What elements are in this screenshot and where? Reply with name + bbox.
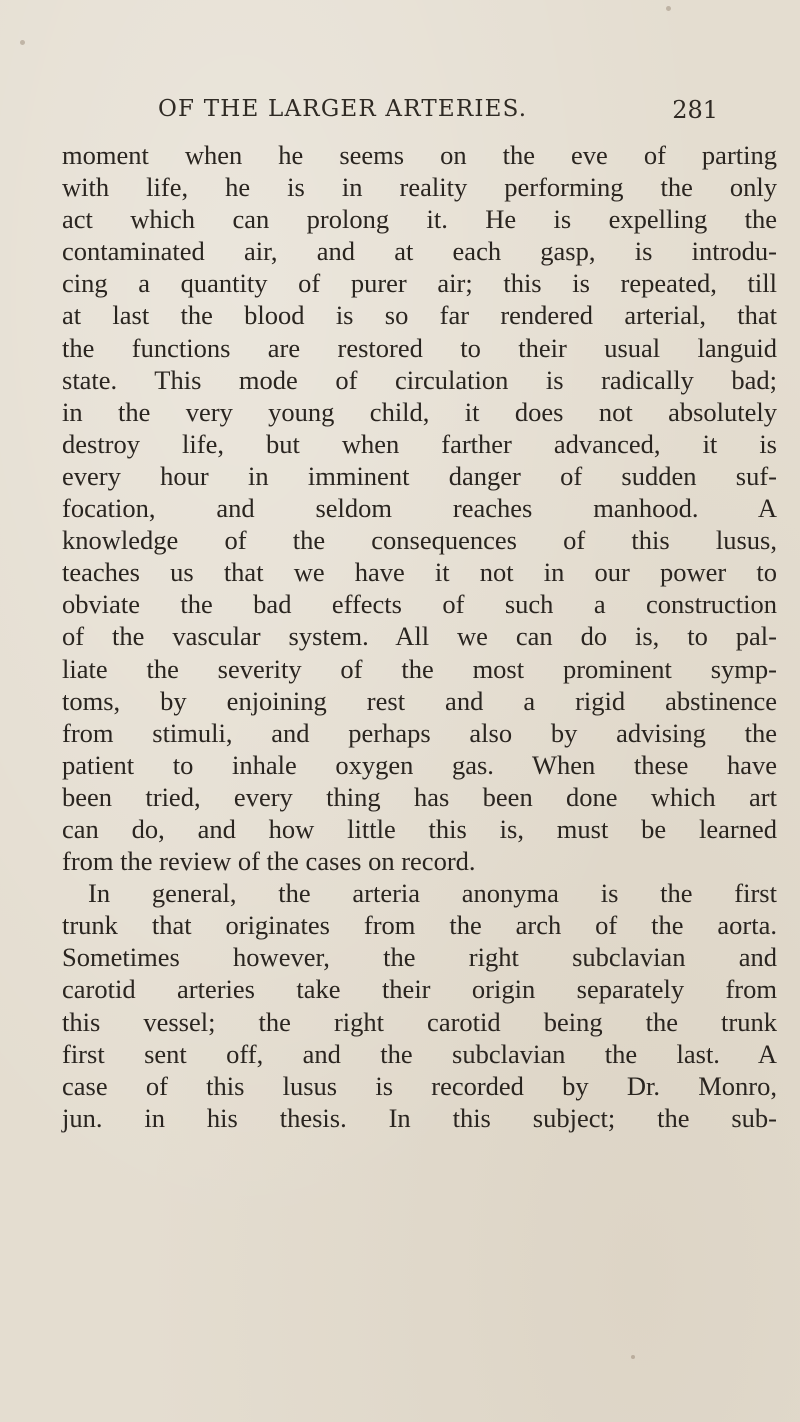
paper-speck <box>20 40 25 45</box>
paragraph-start-line: In general, the arteria anonyma is the first <box>88 878 777 909</box>
text-line: this vessel; the right carotid being the trunk <box>62 1006 777 1037</box>
text-line: Sometimes however, the right subclavian and <box>62 942 777 973</box>
text-line: toms, by enjoining rest and a rigid abstinence <box>62 685 777 716</box>
body-text <box>62 139 777 1134</box>
text-line: first sent off, and the subclavian the last. A <box>62 1038 777 1069</box>
text-line: of the vascular system. All we can do is, to pal- <box>62 621 777 652</box>
text-line: jun. in his thesis. In this subject; the sub- <box>62 1102 777 1133</box>
text-line: been tried, every thing has been done which art <box>62 781 777 812</box>
paper-speck <box>666 6 671 11</box>
paper-speck <box>631 1355 635 1359</box>
text-line: trunk that originates from the arch of the aorta. <box>62 910 777 941</box>
text-line: at last the blood is so far rendered arterial, that <box>62 300 777 331</box>
text-line: moment when he seems on the eve of parting <box>62 140 777 170</box>
text-line: can do, and how little this is, must be learned <box>62 813 777 844</box>
text-line: case of this lusus is recorded by Dr. Monro, <box>62 1070 777 1101</box>
text-line: destroy life, but when farther advanced, it is <box>62 428 777 459</box>
text-line: cing a quantity of purer air; this is repeated, till <box>62 268 777 299</box>
text-line: with life, he is in reality performing the only <box>62 172 777 203</box>
text-line: from stimuli, and perhaps also by advising the <box>62 717 777 748</box>
text-line: act which can prolong it. He is expelling the <box>62 204 777 235</box>
text-line: focation, and seldom reaches manhood. A <box>62 493 777 524</box>
paragraph-end-line: from the review of the cases on record. <box>62 846 476 877</box>
text-line: contaminated air, and at each gasp, is introdu- <box>62 236 777 267</box>
text-line: teaches us that we have it not in our power to <box>62 557 777 588</box>
text-line: the functions are restored to their usual languid <box>62 332 777 363</box>
page-number: 281 <box>672 96 718 124</box>
running-head: OF THE LARGER ARTERIES. <box>158 96 528 122</box>
text-line: knowledge of the consequences of this lusus, <box>62 525 777 556</box>
text-line: every hour in imminent danger of sudden suf- <box>62 460 777 491</box>
page-header <box>158 96 718 136</box>
text-line: in the very young child, it does not absolutely <box>62 396 777 427</box>
text-line: carotid arteries take their origin separately from <box>62 974 777 1005</box>
text-line: liate the severity of the most prominent symp- <box>62 653 777 684</box>
text-line: patient to inhale oxygen gas. When these have <box>62 749 777 780</box>
text-line: obviate the bad effects of such a construction <box>62 589 777 620</box>
text-line: state. This mode of circulation is radically bad; <box>62 364 777 395</box>
